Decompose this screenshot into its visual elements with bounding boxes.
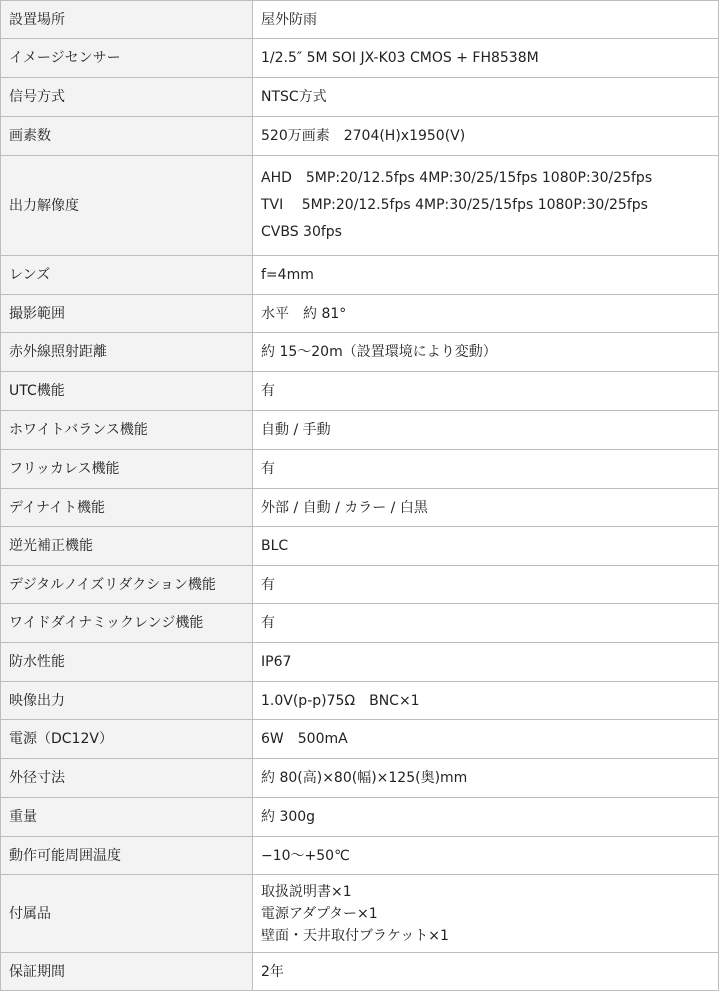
spec-value: [253, 78, 719, 117]
spec-value-line: 電源アダプター×1: [261, 905, 378, 922]
spec-value-line: 有: [261, 576, 275, 593]
spec-value-line: 1/2.5″ 5M SOI JX-K03 CMOS + FH8538M: [261, 50, 539, 66]
spec-value-line: −10～+50℃: [261, 847, 350, 864]
spec-value-line: 自動 / 手動: [261, 422, 331, 438]
spec-value-line: 約 80(高)×80(幅)×125(奥)mm: [261, 770, 468, 786]
spec-value: [253, 759, 719, 798]
spec-value: [253, 798, 719, 837]
spec-value: [253, 604, 719, 643]
spec-label: UTC機能: [1, 372, 253, 411]
spec-label: ワイドダイナミックレンジ機能: [1, 604, 253, 643]
spec-label: 防水性能: [1, 643, 253, 682]
spec-value-line: NTSC方式: [261, 89, 327, 105]
spec-value-line: AHD 5MP:20/12.5fps 4MP:30/25/15fps 1080P:30/25fps: [261, 170, 653, 186]
spec-label: 逆光補正機能: [1, 527, 253, 566]
spec-value-line: 有: [261, 615, 275, 631]
spec-value: [253, 450, 719, 489]
spec-label: 重量: [1, 798, 253, 837]
spec-value: [253, 1, 719, 39]
spec-value: [253, 566, 719, 604]
spec-label: 画素数: [1, 117, 253, 156]
table-row: [1, 78, 719, 117]
spec-value-line: BLC: [261, 538, 289, 554]
spec-value-line: 約 300g: [261, 809, 316, 825]
spec-label: 撮影範囲: [1, 295, 253, 333]
spec-label: イメージセンサー: [1, 39, 253, 78]
table-row: [1, 411, 719, 450]
spec-label: 電源（DC12V）: [1, 720, 253, 759]
spec-label: レンズ: [1, 256, 253, 295]
spec-value-line: 1.0V(p-p)75Ω BNC×1: [261, 692, 420, 709]
spec-label: 外径寸法: [1, 759, 253, 798]
spec-value: [253, 643, 719, 682]
table-row: [1, 643, 719, 682]
table-row: [1, 798, 719, 837]
spec-value-line: 屋外防雨: [261, 11, 317, 28]
spec-value: [253, 489, 719, 527]
spec-value: [253, 156, 719, 256]
table-row: [1, 39, 719, 78]
spec-label: ホワイトバランス機能: [1, 411, 253, 450]
spec-value: [253, 256, 719, 295]
spec-label: 動作可能周囲温度: [1, 837, 253, 875]
spec-label: 設置場所: [1, 1, 253, 39]
spec-label: 信号方式: [1, 78, 253, 117]
spec-value-line: f=4mm: [261, 267, 314, 283]
spec-value-line: 水平 約 81°: [261, 305, 347, 322]
table-row: [1, 759, 719, 798]
spec-value: [253, 39, 719, 78]
spec-value-line: 壁面・天井取付ブラケット×1: [261, 927, 449, 944]
table-row: [1, 875, 719, 953]
spec-value-line: 取扱説明書×1: [261, 883, 352, 900]
spec-value: [253, 837, 719, 875]
table-row: [1, 372, 719, 411]
table-row: [1, 682, 719, 720]
spec-label: 出力解像度: [1, 156, 253, 256]
spec-value-line: 520万画素 2704(H)x1950(V): [261, 128, 466, 144]
table-row: [1, 566, 719, 604]
spec-value-line: TVI 5MP:20/12.5fps 4MP:30/25/15fps 1080P:30/25fps: [261, 197, 648, 213]
table-row: [1, 527, 719, 566]
spec-label: デジタルノイズリダクション機能: [1, 566, 253, 604]
spec-value-line: 有: [261, 461, 275, 477]
spec-label: 保証期間: [1, 953, 253, 991]
spec-value: [253, 117, 719, 156]
spec-value-line: IP67: [261, 654, 292, 670]
spec-value: [253, 295, 719, 333]
spec-value-line: 有: [261, 383, 275, 399]
spec-label: 赤外線照射距離: [1, 333, 253, 372]
spec-value: [253, 411, 719, 450]
spec-label: 映像出力: [1, 682, 253, 720]
spec-value: [253, 953, 719, 991]
spec-value-line: 約 15～20m（設置環境により変動）: [261, 344, 497, 360]
spec-label: デイナイト機能: [1, 489, 253, 527]
table-row: [1, 156, 719, 256]
table-row: [1, 604, 719, 643]
spec-label: 付属品: [1, 875, 253, 953]
spec-value-line: 6W 500mA: [261, 731, 348, 747]
spec-value-line: CVBS 30fps: [261, 224, 342, 240]
spec-table-body: [1, 1, 719, 991]
table-row: [1, 489, 719, 527]
table-row: [1, 333, 719, 372]
table-row: [1, 256, 719, 295]
table-row: [1, 1, 719, 39]
table-row: [1, 720, 719, 759]
table-row: [1, 953, 719, 991]
table-row: [1, 837, 719, 875]
spec-value: [253, 333, 719, 372]
table-row: [1, 295, 719, 333]
spec-label: フリッカレス機能: [1, 450, 253, 489]
table-row: [1, 450, 719, 489]
spec-value: [253, 527, 719, 566]
spec-value: [253, 682, 719, 720]
table-row: [1, 117, 719, 156]
spec-value: [253, 720, 719, 759]
spec-value: [253, 875, 719, 953]
spec-value-line: 2年: [261, 963, 284, 980]
spec-value-line: 外部 / 自動 / カラー / 白黒: [261, 499, 428, 516]
spec-value: [253, 372, 719, 411]
